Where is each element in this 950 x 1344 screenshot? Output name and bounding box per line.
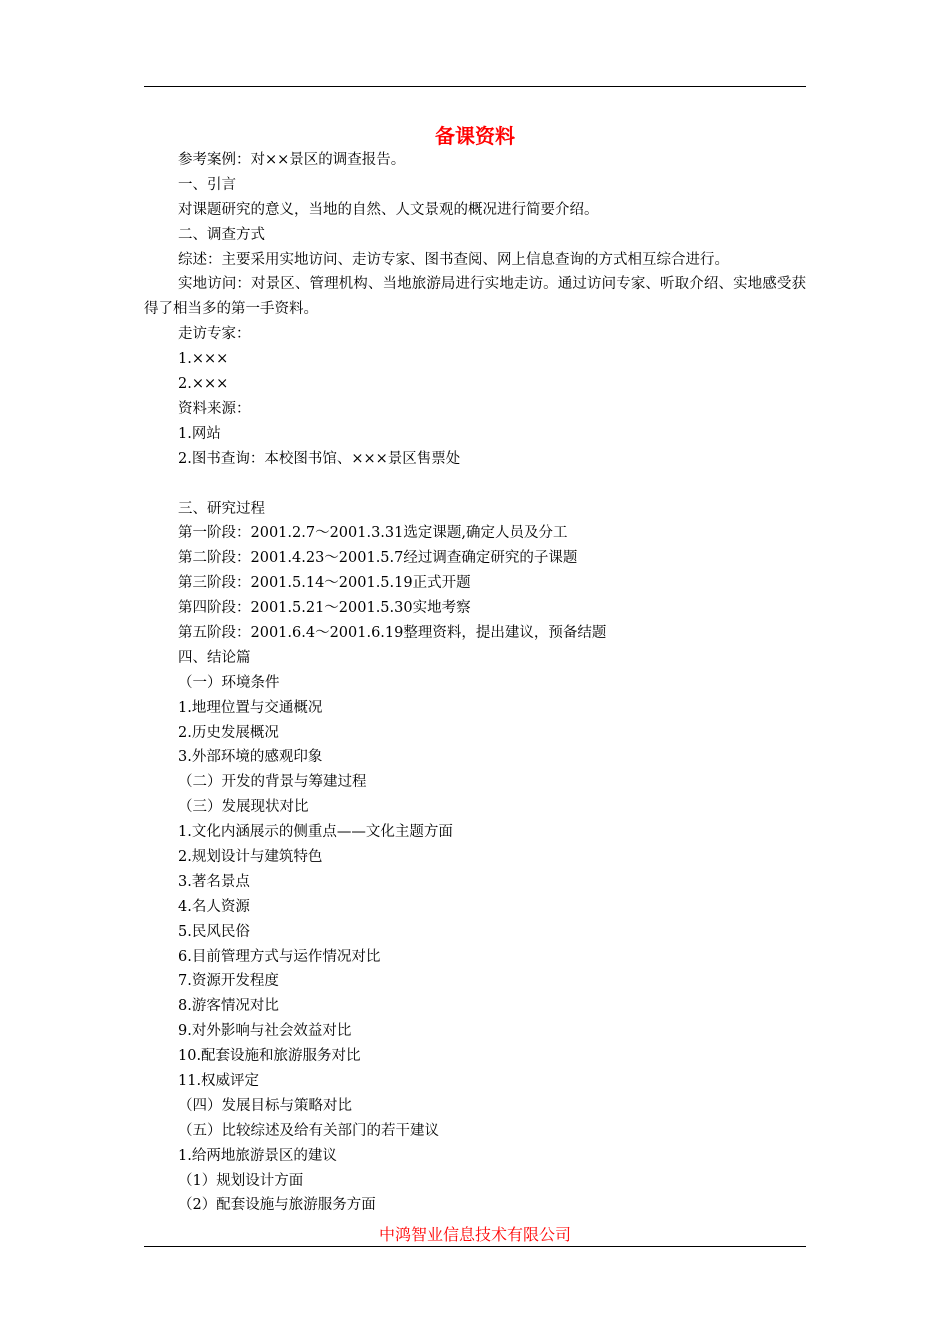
list-item: 4.名人资源 — [178, 898, 250, 915]
list-item: 9.对外影响与社会效益对比 — [178, 1023, 352, 1040]
list-item: 3.著名景点 — [178, 873, 250, 890]
footer-company-name: 中鸿智业信息技术有限公司 — [378, 1225, 571, 1244]
paragraph: 综述：主要采用实地访问、走访专家、图书查阅、网上信息查询的方式相互综合进行。 — [178, 251, 729, 268]
subsection-heading: （二）开发的背景与筹建过程 — [178, 774, 367, 791]
list-item: 1.网站 — [178, 425, 221, 442]
list-item: 7.资源开发程度 — [178, 973, 279, 990]
list-heading: 资料来源： — [178, 400, 251, 417]
list-heading: 走访专家： — [178, 326, 251, 343]
list-item: （2）配套设施与旅游服务方面 — [178, 1197, 376, 1214]
list-item: 2.××× — [178, 376, 229, 393]
section-heading-survey-method: 二、调查方式 — [178, 226, 265, 243]
section-heading-introduction: 一、引言 — [178, 176, 236, 193]
list-item: 2.历史发展概况 — [178, 724, 279, 741]
section-heading-conclusion: 四、结论篇 — [178, 649, 251, 666]
subsection-heading: （四）发展目标与策略对比 — [178, 1097, 352, 1114]
list-item: 10.配套设施和旅游服务对比 — [178, 1048, 361, 1065]
list-item: 1.地理位置与交通概况 — [178, 699, 323, 716]
list-item: （1）规划设计方面 — [178, 1172, 304, 1189]
list-item: 6.目前管理方式与运作情况对比 — [178, 948, 381, 965]
header-rule — [144, 86, 806, 87]
list-item: 第四阶段：2001.5.21～2001.5.30实地考察 — [178, 600, 471, 617]
list-item: 第五阶段：2001.6.4～2001.6.19整理资料，提出建议，预备结题 — [178, 624, 607, 641]
list-item: 1.文化内涵展示的侧重点——文化主题方面 — [178, 824, 453, 841]
list-item: 3.外部环境的感观印象 — [178, 749, 323, 766]
list-item: 1.给两地旅游景区的建议 — [178, 1147, 337, 1164]
document-body — [144, 148, 806, 1218]
list-item: 第一阶段：2001.2.7～2001.3.31选定课题,确定人员及分工 — [178, 525, 568, 542]
paragraph: 对课题研究的意义，当地的自然、人文景观的概况进行简要介绍。 — [178, 201, 599, 218]
list-item: 2.图书查询：本校图书馆、×××景区售票处 — [178, 450, 461, 467]
footer-rule — [144, 1246, 806, 1247]
section-heading-research-process: 三、研究过程 — [178, 500, 265, 517]
list-item: 11.权威评定 — [178, 1072, 260, 1089]
case-intro: 参考案例：对××景区的调查报告。 — [178, 152, 406, 168]
list-item: 第二阶段：2001.4.23～2001.5.7经过调查确定研究的子课题 — [178, 550, 578, 567]
list-item: 第三阶段：2001.5.14～2001.5.19正式开题 — [178, 575, 471, 592]
list-item: 5.民风民俗 — [178, 923, 250, 940]
list-item: 2.规划设计与建筑特色 — [178, 848, 323, 865]
blank-line — [144, 472, 806, 497]
list-item: 8.游客情况对比 — [178, 998, 279, 1015]
list-item: 1.××× — [178, 351, 229, 368]
subsection-heading: （三）发展现状对比 — [178, 799, 309, 816]
subsection-heading: （五）比较综述及给有关部门的若干建议 — [178, 1122, 439, 1139]
paragraph-field-visit: 实地访问：对景区、管理机构、当地旅游局进行实地走访。通过访问专家、听取介绍、实地感受获得了相当多的第一手资料。 — [144, 276, 806, 318]
document-title: 备课资料 — [435, 124, 515, 148]
subsection-heading: （一）环境条件 — [178, 674, 280, 691]
